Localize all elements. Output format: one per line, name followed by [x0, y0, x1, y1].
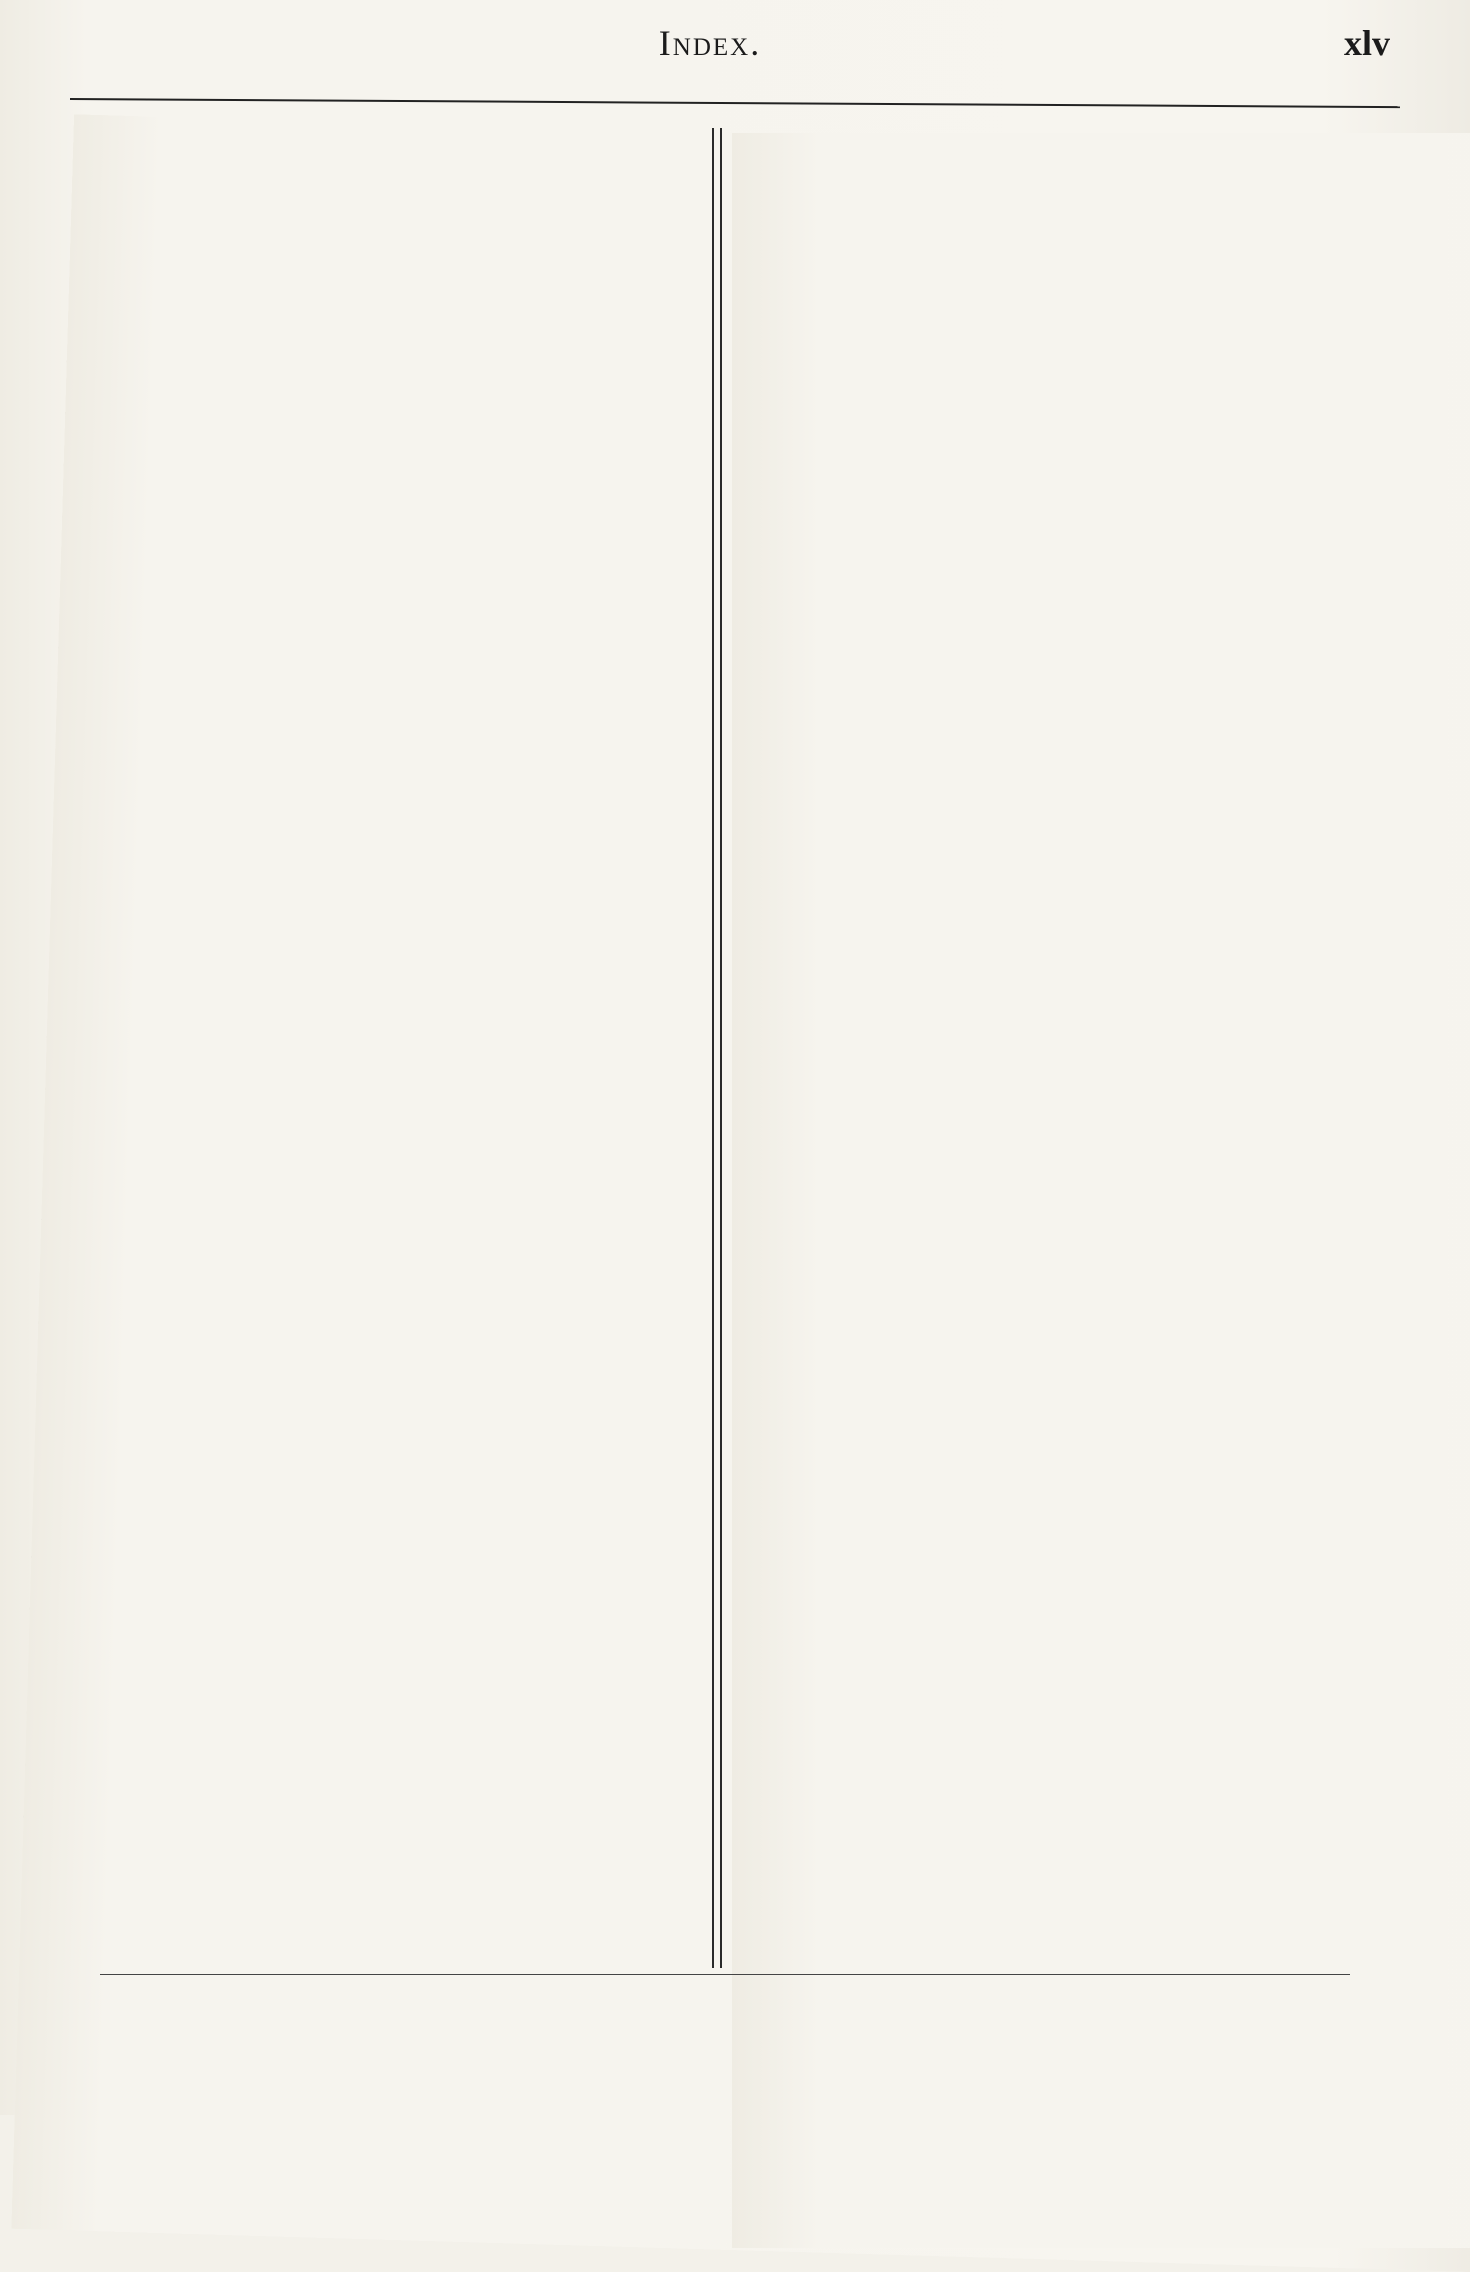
- footer-rule: [100, 1974, 1350, 1975]
- header-rule: [70, 98, 1400, 108]
- index-column-left: [21, 114, 699, 1926]
- index-entry: [21, 1882, 646, 1927]
- page-title: Index.: [658, 23, 762, 63]
- page-number: xlv: [1343, 23, 1390, 63]
- index-entry: [732, 1901, 1330, 1927]
- index-column-right: [732, 133, 1330, 1927]
- entry-page-number: [732, 133, 1470, 2248]
- column-divider: [712, 128, 722, 1968]
